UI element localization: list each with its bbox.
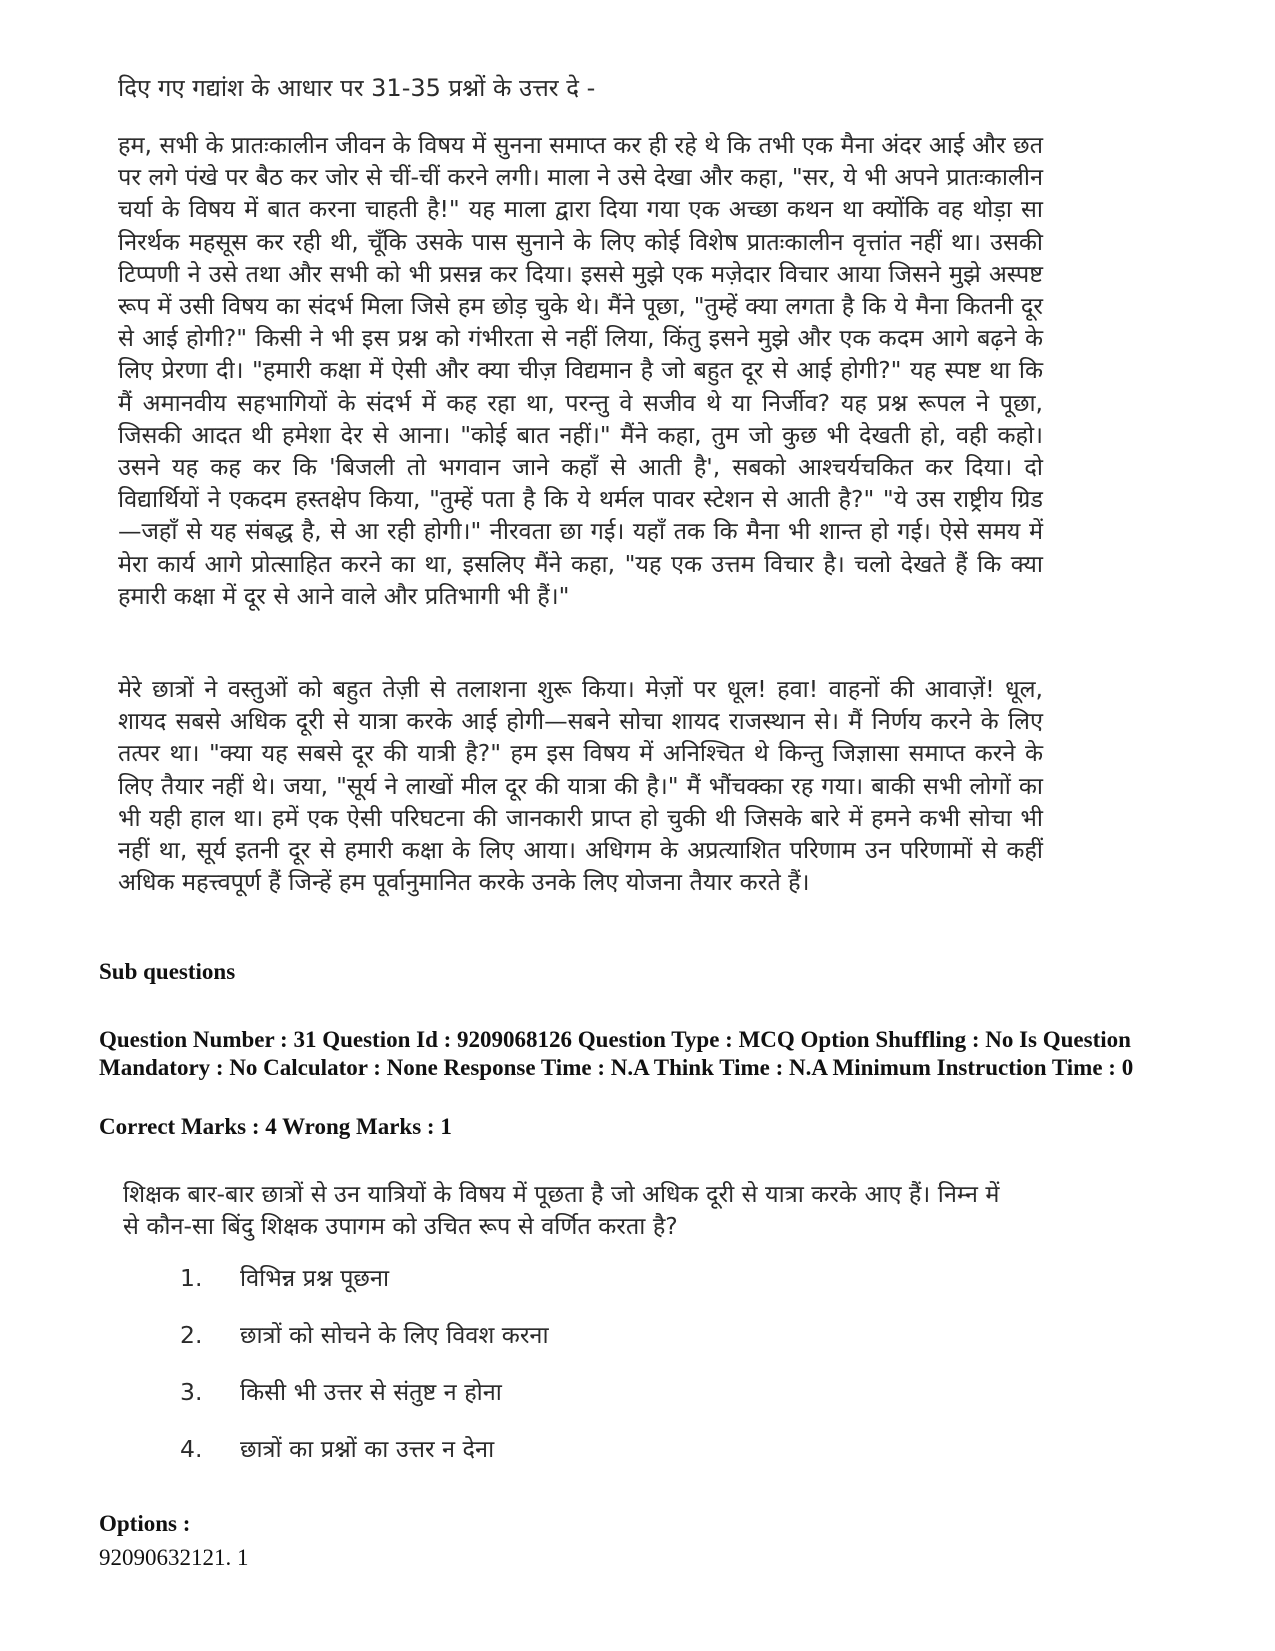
passage-paragraph-2 [118,673,1043,898]
answer-option[interactable] [180,1433,549,1490]
options-label: Options : [99,1511,191,1536]
answer-option[interactable] [180,1376,549,1433]
option-id-line: 92090632121. 1 [99,1545,249,1570]
option-number: 3. [180,1378,203,1406]
sub-questions-label: Sub questions [99,959,236,984]
passage-heading: दिए गए गद्यांश के आधार पर 31-35 प्रश्नों के उत्तर दे - [118,74,596,102]
option-text: किसी भी उत्तर से संतुष्ट न होना [240,1378,502,1406]
option-number: 4. [180,1435,203,1463]
answer-option[interactable] [180,1319,549,1376]
option-number: 1. [180,1264,203,1292]
marks-line: Correct Marks : 4 Wrong Marks : 1 [99,1114,452,1139]
question-text: शिक्षक बार-बार छात्रों से उन यात्रियों के विषय में पूछता है जो अधिक दूरी से यात्रा करके आए हैं। निम्न में से कौन-सा बिंदु शिक्षक उपागम को उचित रूप से वर्णित करता है? [123,1180,1000,1240]
passage-paragraph-1-text: हम, सभी के प्रातःकालीन जीवन के विषय में सुनना समाप्त कर ही रहे थे कि तभी एक मैना अंदर आई और छत पर लगे पंखे पर बैठ कर जोर से चीं-चीं करने लगी। माला ने उसे देखा और कहा, "सर, ये भी अपने प्रातःकालीन चर्या के विषय में बात करना चाहती है!" यह माला द्वारा दिया गया एक अच्छा कथन था क्योंकि वह थोड़ा सा निरर्थक महसूस कर रही थी, चूँकि उसके पास सुनाने के लिए कोई विशेष प्रातःकालीन वृत्तांत नहीं था। उसकी टिप्पणी ने उसे तथा और सभी को भी प्रसन्न कर दिया। इससे मुझे एक मज़ेदार विचार आया जिसने मुझे अस्पष्ट रूप में उसी विषय का संदर्भ मिला जिसे हम छोड़ चुके थे। मैंने पूछा, "तुम्हें क्या लगता है कि ये मैना कितनी दूर से आई होगी?" किसी ने भी इस प्रश्न को गंभीरता से नहीं लिया, किंतु इसने मुझे और एक कदम आगे बढ़ने के लिए प्रेरणा दी। "हमारी कक्षा में ऐसी और क्या चीज़ विद्यमान है जो बहुत दूर से आई होगी?" यह स्पष्ट था कि मैं अमानवीय सहभागियों के संदर्भ में कह रहा था, परन्तु वे सजीव थे या निर्जीव? यह प्रश्न रूपल ने पूछा, जिसकी आदत थी हमेशा देर से आना। "कोई बात नहीं।" मैंने कहा, तुम जो कुछ भी देखती हो, वही कहो। उसने यह कह कर कि 'बिजली तो भगवान जाने कहाँ से आती है', सबको आश्चर्यचकित कर दिया। दो विद्यार्थियों ने एकदम हस्तक्षेप किया, "तुम्हें पता है कि ये थर्मल पावर स्टेशन से आती है?" "ये उस राष्ट्रीय ग्रिड—जहाँ से यह संबद्ध है, से आ रही होगी।" नीरवता छा गई। यहाँ तक कि मैना भी शान्त हो गई। ऐसे समय में मेरा कार्य आगे प्रोत्साहित करने का था, इसलिए मैंने कहा, "यह एक उत्तम विचार है। चलो देखते हैं कि क्या हमारी कक्षा में दूर से आने वाले और प्रतिभागी भी हैं।" [118,131,1043,610]
option-number: 2. [180,1321,203,1349]
option-text: विभिन्न प्रश्न पूछना [240,1264,390,1292]
passage-paragraph-2-text: मेरे छात्रों ने वस्तुओं को बहुत तेज़ी से तलाशना शुरू किया। मेज़ों पर धूल! हवा! वाहनों की आवाज़ें! धूल, शायद सबसे अधिक दूरी से यात्रा करके आई होगी—सबने सोचा शायद राजस्थान से। मैं निर्णय करने के लिए तत्पर था। "क्या यह सबसे दूर की यात्री है?" हम इस विषय में अनिश्चित थे किन्तु जिज्ञासा समाप्त करने के लिए तैयार नहीं थे। जया, "सूर्य ने लाखों मील दूर की यात्रा की है।" मैं भौंचक्का रह गया। बाकी सभी लोगों का भी यही हाल था। हमें एक ऐसी परिघटना की जानकारी प्राप्त हो चुकी थी जिसके बारे में हमने कभी सोचा भी नहीं था, सूर्य इतनी दूर से हमारी कक्षा के लिए आया। अधिगम के अप्रत्याशित परिणाम उन परिणामों से कहीं अधिक महत्त्वपूर्ण हैं जिन्हें हम पूर्वानुमानित करके उनके लिए योजना तैयार करते हैं। [118,675,1043,897]
passage-paragraph-1 [118,129,1043,612]
answer-options-list [180,1262,549,1490]
question-metadata: Question Number : 31 Question Id : 9209068126 Question Type : MCQ Option Shuffling : No Is Question Mandatory : No Calculator : None Response Time : N.A Think Time : N.A Minimum Instruction Time : 0 [99,1027,1134,1080]
option-text: छात्रों को सोचने के लिए विवश करना [240,1321,549,1349]
option-text: छात्रों का प्रश्नों का उत्तर न देना [240,1435,495,1463]
answer-option[interactable] [180,1262,549,1319]
